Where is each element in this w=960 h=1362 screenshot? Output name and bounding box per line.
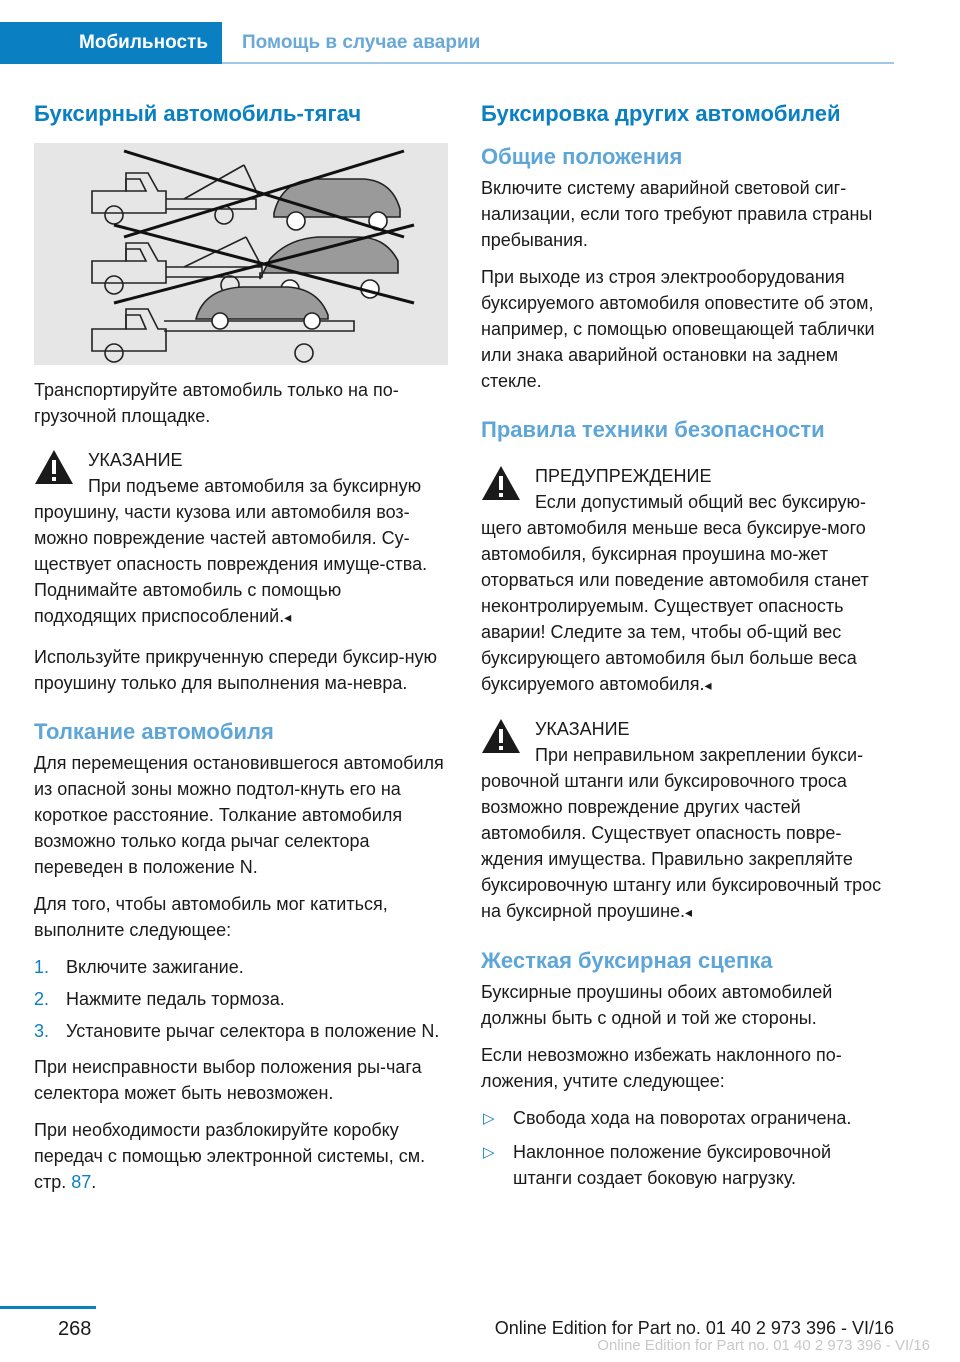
rigid-paragraph-2: Если невозможно избежать наклонного по-ложения, учтите следующее: bbox=[481, 1045, 842, 1092]
notice-body-text: проушину, части кузова или автомобиля воз-можно повреждение частей автомобиля. Су-ществует опасность повреждения имуще-ства. Поднимайте автомобиль с помощью подходящих приспособлений. bbox=[34, 501, 428, 626]
end-mark: ◂ bbox=[685, 903, 693, 920]
safety-section bbox=[481, 416, 895, 925]
push-paragraph-4 bbox=[34, 1117, 448, 1195]
notice-body bbox=[481, 768, 895, 925]
warning-label: ПРЕДУПРЕЖДЕНИЕ bbox=[535, 465, 712, 486]
towing-others-heading: Буксировка других автомобилей bbox=[481, 101, 841, 126]
rigid-heading: Жесткая буксирная сцепка bbox=[481, 947, 773, 973]
notice-body-text: ровочной штанги или буксировочного троса возможно повреждение других частей автомобиля. Существует опасность повре-ждения имущества. Правильно закрепляйте буксировочную штангу или буксировочный трос на буксирной проушине. bbox=[481, 770, 882, 921]
tow-truck-heading: Буксирный автомобиль-тягач bbox=[34, 101, 362, 126]
warning-body bbox=[481, 515, 895, 698]
warning-triangle-icon bbox=[481, 465, 521, 501]
triangle-bullet-icon: ▷ bbox=[483, 1110, 495, 1128]
tow-truck-drawing bbox=[34, 143, 448, 365]
notice-body bbox=[34, 499, 448, 630]
left-column bbox=[34, 100, 448, 1206]
step-text: Включите зажигание. bbox=[66, 957, 244, 978]
footer-accent-line bbox=[0, 1306, 96, 1309]
step-number: 1. bbox=[34, 957, 50, 978]
notice-first-line: При неправильном закреплении букси- bbox=[535, 744, 864, 765]
tow-eye-paragraph: Используйте прикрученную спереди буксир-ную проушину только для выполнения ма-невра. bbox=[34, 646, 438, 693]
warning-triangle-icon bbox=[34, 449, 74, 485]
chapter-tab[interactable]: Мобильность bbox=[0, 22, 222, 64]
warning-first-line: Если допустимый общий вес буксирую- bbox=[535, 491, 867, 512]
step-text: Установите рычаг селектора в положение N. bbox=[66, 1021, 440, 1042]
header-divider bbox=[222, 62, 894, 64]
push-paragraph-1: Для перемещения остановившегося автомобиля из опасной зоны можно подтол-кнуть его на короткое расстояние. Толкание автомобиля возможно только когда рычаг селектора переведен в положение N. bbox=[34, 753, 444, 878]
page-number: 268 bbox=[58, 1318, 92, 1340]
list-item bbox=[34, 986, 448, 1012]
step-text: Нажмите педаль тормоза. bbox=[66, 989, 285, 1010]
section-tab[interactable]: Помощь в случае аварии bbox=[242, 32, 481, 53]
step-number: 3. bbox=[34, 1021, 50, 1042]
rigid-paragraph-1: Буксирные проушины обоих автомобилей должны быть с одной и той же стороны. bbox=[481, 982, 833, 1029]
flatbed-caption: Транспортируйте автомобиль только на по-грузочной площадке. bbox=[34, 379, 399, 426]
push-section bbox=[34, 718, 448, 1196]
step-number: 2. bbox=[34, 989, 50, 1010]
general-heading: Общие положения bbox=[481, 143, 683, 169]
list-item bbox=[34, 1018, 448, 1044]
right-notice-box bbox=[481, 716, 895, 925]
push-paragraph-3: При неисправности выбор положения ры-чага селектора может быть невозможен. bbox=[34, 1057, 422, 1104]
warning-triangle-icon bbox=[481, 718, 521, 754]
watermark: Online Edition for Part no. 01 40 2 973 396 - VI/16 bbox=[597, 1337, 930, 1354]
page-reference-link[interactable]: 87 bbox=[71, 1172, 92, 1193]
right-column bbox=[481, 100, 895, 1199]
list-item bbox=[481, 1139, 895, 1191]
push-heading: Толкание автомобиля bbox=[34, 718, 274, 744]
safety-heading: Правила техники безопасности bbox=[481, 417, 825, 443]
warning-box bbox=[481, 463, 895, 698]
left-notice-box bbox=[34, 447, 448, 630]
list-item bbox=[34, 954, 448, 980]
rigid-bullet-list bbox=[481, 1105, 895, 1191]
bullet-text: Свобода хода на поворотах ограничена. bbox=[513, 1108, 852, 1129]
bullet-text: Наклонное положение буксировочной штанги создает боковую нагрузку. bbox=[513, 1142, 832, 1189]
push-steps-list bbox=[34, 954, 448, 1044]
push-paragraph-2: Для того, чтобы автомобиль мог катиться, выполните следующее: bbox=[34, 894, 388, 941]
triangle-bullet-icon: ▷ bbox=[483, 1144, 495, 1162]
warning-body-text: щего автомобиля меньше веса буксируе-мого автомобиля, буксирная проушина мо-жет оторваться или поведение автомобиля станет неконтролируемым. Существует опасность аварии! Следите за тем, чтобы об-щий вес буксирующего автомобиля был больше веса буксируемого автомобиля. bbox=[481, 517, 869, 694]
end-mark: ◂ bbox=[704, 676, 712, 693]
notice-first-line: При подъеме автомобиля за буксирную bbox=[88, 475, 422, 496]
notice-label: УКАЗАНИЕ bbox=[535, 718, 630, 739]
edition-label: Online Edition for Part no. 01 40 2 973 396 - VI/16 bbox=[494, 1318, 894, 1338]
notice-label: УКАЗАНИЕ bbox=[88, 449, 183, 470]
paragraph-suffix: . bbox=[91, 1172, 97, 1193]
list-item bbox=[481, 1105, 895, 1131]
paragraph-text: При необходимости разблокируйте коробку передач с помощью электронной системы, см. стр. bbox=[34, 1120, 426, 1193]
end-mark: ◂ bbox=[284, 608, 292, 625]
general-paragraph-2: При выходе из строя электрооборудования буксируемого автомобиля оповестите об этом, например, с помощью оповещающей таблички или знака аварийной остановки на заднем стекле. bbox=[481, 267, 875, 392]
tow-truck-illustration bbox=[34, 143, 448, 365]
rigid-section bbox=[481, 947, 895, 1192]
general-paragraph-1: Включите систему аварийной световой сиг-нализации, если того требуют правила страны пребывания. bbox=[481, 178, 873, 251]
header-bar bbox=[0, 0, 960, 64]
